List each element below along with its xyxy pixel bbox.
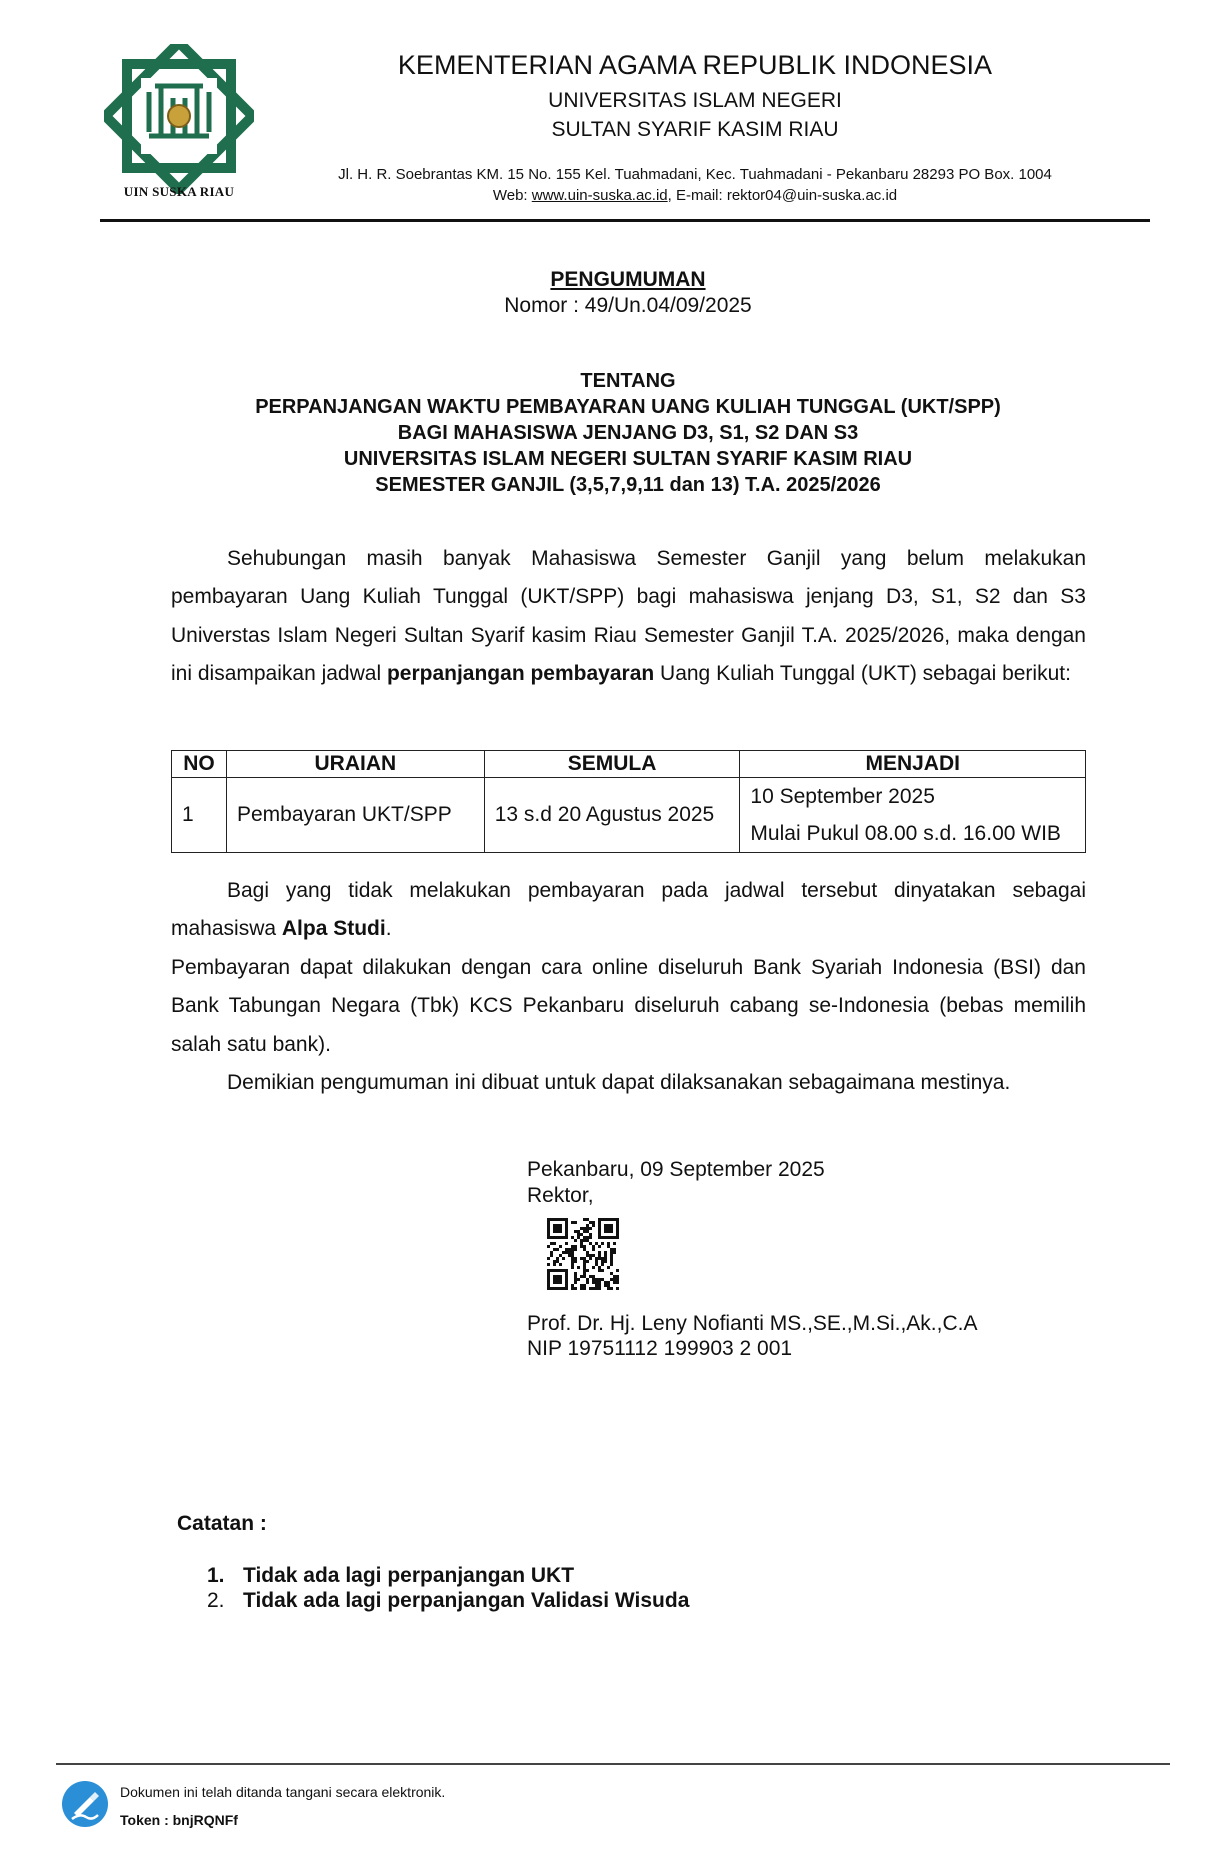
table-row [172,778,1086,853]
signature-qr-code [547,1218,619,1290]
cell-menjadi [740,778,1086,853]
note-item-1 [207,1564,574,1588]
schedule-table [171,750,1086,853]
new-time: Mulai Pukul 08.00 s.d. 16.00 WIB [750,822,1061,845]
header-divider [100,219,1150,222]
note-number: 2. [207,1589,225,1612]
e-signature-icon [60,1779,110,1829]
signer-nip: NIP 19751112 199903 2 001 [527,1337,793,1360]
university-name-line1: UNIVERSITAS ISLAM NEGERI [548,89,842,112]
intro-emphasis: perpanjangan pembayaran [386,662,655,686]
intro-text-b: Uang Kuliah Tunggal (UKT) sebagai berikut: [654,662,1071,686]
cell-uraian: Pembayaran UKT/SPP [226,778,484,853]
col-header-semula: SEMULA [484,751,740,778]
web-label: Web: [492,187,532,204]
subject-line-4: SEMESTER GANJIL (3,5,7,9,11 dan 13) T.A. 2025/2026 [375,474,881,496]
signer-name: Prof. Dr. Hj. Leny Nofianti MS.,SE.,M.Si.,Ak.,C.A [527,1312,978,1335]
logo-caption: UIN SUSKA RIAU [123,184,235,199]
closing-text-b: . [385,917,392,941]
new-date: 10 September 2025 [750,785,935,808]
col-header-uraian: URAIAN [226,751,484,778]
note-text: Tidak ada lagi perpanjangan Validasi Wisuda [243,1589,690,1612]
closing-paragraphs [171,872,1086,1102]
alpa-studi-emphasis: Alpa Studi [281,917,386,941]
email-text: , E-mail: rektor04@uin-suska.ac.id [667,187,898,204]
notes-heading: Catatan : [177,1512,267,1535]
payment-info: Pembayaran dapat dilakukan dengan cara online diseluruh Bank Syariah Indonesia (BSI) dan Bank Tabungan Negara (Tbk) KCS Pekanbaru diseluruh cabang se-Indonesia (bebas memilih salah satu bank). [171,955,1086,1056]
cell-semula: 13 s.d 20 Agustus 2025 [484,778,740,853]
table-header-row [172,751,1086,778]
document-number: Nomor : 49/Un.04/09/2025 [504,294,752,317]
address: Jl. H. R. Soebrantas KM. 15 No. 155 Kel. Tuahmadani, Kec. Tuahmadani - Pekanbaru 28293 PO Box. 1004 [338,166,1052,183]
intro-text-a: Sehubungan masih banyak Mahasiswa Semester Ganjil yang belum melakukan pembayaran Uang Kuliah Tunggal (UKT/SPP) bagi mahasiswa jenjang D3, S1, S2 dan S3 Universtas Islam Negeri Sultan Syarif kasim Riau Semester Ganjil T.A. 2025/2026, maka dengan ini disampaikan jadwal [171,547,1086,686]
subject-line-2: BAGI MAHASISWA JENJANG D3, S1, S2 DAN S3 [397,422,859,444]
e-signature-statement: Dokumen ini telah ditanda tangani secara elektronik. [120,1784,446,1800]
website-link[interactable]: www.uin-suska.ac.id [531,187,668,204]
col-header-no: NO [172,751,227,778]
subject-label: TENTANG [580,370,676,392]
intro-paragraph [171,540,1086,694]
col-header-menjadi: MENJADI [740,751,1086,778]
note-item-2 [207,1589,689,1613]
ministry-title: KEMENTERIAN AGAMA REPUBLIK INDONESIA [397,50,993,80]
subject-line-1: PERPANJANGAN WAKTU PEMBAYARAN UANG KULIAH TUNGGAL (UKT/SPP) [255,396,1001,418]
cell-no: 1 [172,778,227,853]
announcement-heading: PENGUMUMAN [550,268,706,291]
university-name-line2: SULTAN SYARIF KASIM RIAU [551,118,839,141]
closing-text-a: Bagi yang tidak melakukan pembayaran pada jadwal tersebut dinyatakan sebagai mahasiswa [171,879,1086,941]
note-number: 1. [207,1564,225,1587]
signer-role: Rektor, [527,1184,594,1207]
subject-line-3: UNIVERSITAS ISLAM NEGERI SULTAN SYARIF KASIM RIAU [343,448,913,470]
place-date: Pekanbaru, 09 September 2025 [527,1158,825,1181]
contact-line [300,187,1090,204]
note-text: Tidak ada lagi perpanjangan UKT [243,1564,575,1587]
token-text: Token : bnjRQNFf [120,1812,238,1828]
closing-statement: Demikian pengumuman ini dibuat untuk dapat dilaksanakan sebagaimana mestinya. [227,1071,1011,1095]
footer-divider [56,1763,1170,1765]
